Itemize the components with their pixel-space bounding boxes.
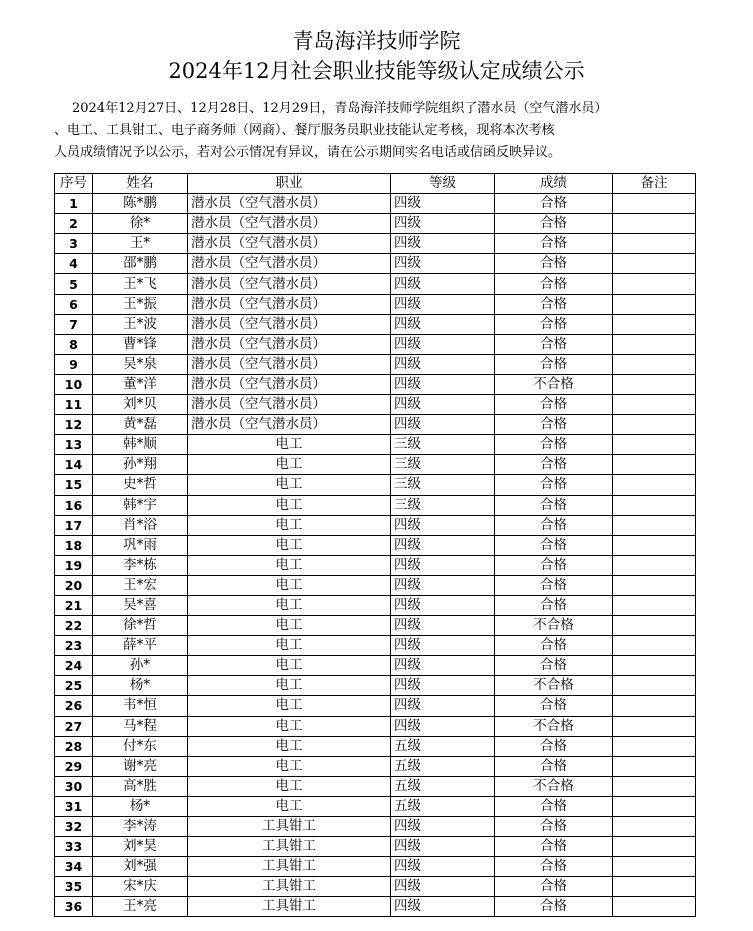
cell-result: 合格	[495, 877, 613, 897]
cell-note	[613, 575, 696, 595]
cell-level: 四级	[391, 616, 495, 636]
table-row	[55, 636, 696, 656]
header-name: 姓名	[93, 174, 188, 194]
table-row	[55, 274, 696, 294]
cell-note	[613, 857, 696, 877]
cell-note	[613, 495, 696, 515]
cell-level: 四级	[391, 857, 495, 877]
cell-occupation: 工具钳工	[188, 877, 391, 897]
table-row	[55, 756, 696, 776]
cell-level: 四级	[391, 274, 495, 294]
cell-name: 马*程	[93, 716, 188, 736]
cell-name: 陈*鹏	[93, 194, 188, 214]
cell-serial: 17	[55, 515, 93, 535]
cell-name: 王*飞	[93, 274, 188, 294]
cell-result: 合格	[495, 495, 613, 515]
cell-note	[613, 515, 696, 535]
cell-name: 吴*喜	[93, 595, 188, 615]
cell-serial: 8	[55, 334, 93, 354]
cell-name: 韦*恒	[93, 696, 188, 716]
cell-level: 四级	[391, 395, 495, 415]
cell-note	[613, 354, 696, 374]
cell-level: 五级	[391, 756, 495, 776]
document-title: 青岛海洋技师学院	[292, 29, 461, 53]
table-row	[55, 837, 696, 857]
cell-name: 高*胜	[93, 776, 188, 796]
cell-level: 四级	[391, 535, 495, 555]
cell-note	[613, 274, 696, 294]
cell-name: 王*亮	[93, 897, 188, 917]
cell-occupation: 电工	[188, 716, 391, 736]
cell-occupation: 电工	[188, 435, 391, 455]
cell-occupation: 潜水员（空气潜水员）	[188, 274, 391, 294]
header-note: 备注	[613, 174, 696, 194]
cell-serial: 29	[55, 756, 93, 776]
cell-result: 合格	[495, 636, 613, 656]
cell-name: 薛*平	[93, 636, 188, 656]
cell-result: 合格	[495, 234, 613, 254]
cell-occupation: 电工	[188, 495, 391, 515]
cell-name: 杨*	[93, 676, 188, 696]
cell-level: 四级	[391, 294, 495, 314]
cell-result: 合格	[495, 575, 613, 595]
cell-serial: 36	[55, 897, 93, 917]
cell-occupation: 电工	[188, 636, 391, 656]
cell-result: 合格	[495, 756, 613, 776]
cell-serial: 30	[55, 776, 93, 796]
cell-note	[613, 716, 696, 736]
cell-note	[613, 555, 696, 575]
cell-level: 五级	[391, 776, 495, 796]
cell-serial: 34	[55, 857, 93, 877]
cell-occupation: 电工	[188, 555, 391, 575]
table-row	[55, 495, 696, 515]
cell-result: 合格	[495, 897, 613, 917]
table-row	[55, 214, 696, 234]
cell-name: 吴*泉	[93, 354, 188, 374]
cell-level: 四级	[391, 636, 495, 656]
cell-note	[613, 374, 696, 394]
cell-name: 王*波	[93, 314, 188, 334]
cell-note	[613, 294, 696, 314]
intro-line-2: 、电工、工具钳工、电子商务师（网商）、餐厅服务员职业技能认定考核，现将本次考核	[54, 123, 555, 138]
cell-note	[613, 877, 696, 897]
cell-name: 巩*雨	[93, 535, 188, 555]
header-level: 等级	[391, 174, 495, 194]
cell-note	[613, 475, 696, 495]
cell-note	[613, 194, 696, 214]
cell-name: 杨*	[93, 796, 188, 816]
document-subtitle: 2024年12月社会职业技能等级认定成绩公示	[168, 59, 585, 83]
cell-level: 四级	[391, 515, 495, 535]
table-row	[55, 857, 696, 877]
cell-result: 合格	[495, 535, 613, 555]
cell-result: 合格	[495, 354, 613, 374]
cell-serial: 21	[55, 595, 93, 615]
cell-note	[613, 595, 696, 615]
cell-note	[613, 837, 696, 857]
cell-result: 合格	[495, 415, 613, 435]
cell-result: 不合格	[495, 676, 613, 696]
cell-name: 王*	[93, 234, 188, 254]
cell-result: 合格	[495, 736, 613, 756]
table-row	[55, 415, 696, 435]
cell-result: 合格	[495, 796, 613, 816]
cell-note	[613, 796, 696, 816]
cell-serial: 13	[55, 435, 93, 455]
cell-occupation: 潜水员（空气潜水员）	[188, 395, 391, 415]
table-row	[55, 254, 696, 274]
cell-level: 四级	[391, 314, 495, 334]
cell-occupation: 工具钳工	[188, 897, 391, 917]
cell-level: 四级	[391, 897, 495, 917]
cell-name: 王*宏	[93, 575, 188, 595]
cell-occupation: 电工	[188, 455, 391, 475]
cell-note	[613, 254, 696, 274]
table-row	[55, 716, 696, 736]
cell-occupation: 电工	[188, 656, 391, 676]
cell-level: 五级	[391, 796, 495, 816]
cell-note	[613, 616, 696, 636]
cell-result: 合格	[495, 294, 613, 314]
table-row	[55, 374, 696, 394]
cell-serial: 10	[55, 374, 93, 394]
cell-name: 董*洋	[93, 374, 188, 394]
cell-serial: 23	[55, 636, 93, 656]
table-row	[55, 776, 696, 796]
cell-result: 合格	[495, 395, 613, 415]
cell-note	[613, 334, 696, 354]
table-row	[55, 354, 696, 374]
cell-note	[613, 736, 696, 756]
cell-occupation: 工具钳工	[188, 837, 391, 857]
cell-level: 四级	[391, 696, 495, 716]
cell-level: 四级	[391, 374, 495, 394]
table-row	[55, 535, 696, 555]
cell-result: 合格	[495, 314, 613, 334]
table-row	[55, 595, 696, 615]
table-row	[55, 897, 696, 917]
cell-result: 合格	[495, 334, 613, 354]
table-row	[55, 475, 696, 495]
cell-occupation: 电工	[188, 575, 391, 595]
table-row	[55, 334, 696, 354]
cell-level: 三级	[391, 455, 495, 475]
cell-name: 肖*浴	[93, 515, 188, 535]
cell-note	[613, 897, 696, 917]
cell-note	[613, 696, 696, 716]
cell-note	[613, 656, 696, 676]
cell-level: 四级	[391, 817, 495, 837]
cell-level: 四级	[391, 354, 495, 374]
cell-name: 王*振	[93, 294, 188, 314]
cell-serial: 32	[55, 817, 93, 837]
cell-name: 刘*强	[93, 857, 188, 877]
table-row	[55, 796, 696, 816]
cell-name: 李*栋	[93, 555, 188, 575]
table-row	[55, 575, 696, 595]
cell-occupation: 工具钳工	[188, 857, 391, 877]
cell-level: 三级	[391, 475, 495, 495]
cell-result: 不合格	[495, 374, 613, 394]
cell-occupation: 电工	[188, 515, 391, 535]
cell-level: 四级	[391, 877, 495, 897]
cell-serial: 14	[55, 455, 93, 475]
cell-result: 不合格	[495, 716, 613, 736]
cell-level: 四级	[391, 194, 495, 214]
cell-result: 合格	[495, 595, 613, 615]
results-table	[54, 173, 696, 917]
cell-name: 徐*哲	[93, 616, 188, 636]
cell-level: 四级	[391, 214, 495, 234]
cell-serial: 11	[55, 395, 93, 415]
cell-level: 四级	[391, 415, 495, 435]
cell-level: 五级	[391, 736, 495, 756]
cell-serial: 19	[55, 555, 93, 575]
cell-result: 合格	[495, 857, 613, 877]
table-header-row	[55, 174, 696, 194]
cell-occupation: 潜水员（空气潜水员）	[188, 314, 391, 334]
cell-serial: 18	[55, 535, 93, 555]
cell-note	[613, 314, 696, 334]
cell-serial: 26	[55, 696, 93, 716]
cell-note	[613, 214, 696, 234]
table-row	[55, 194, 696, 214]
cell-note	[613, 395, 696, 415]
cell-serial: 33	[55, 837, 93, 857]
header-serial: 序号	[55, 174, 93, 194]
cell-result: 合格	[495, 696, 613, 716]
cell-level: 四级	[391, 334, 495, 354]
cell-note	[613, 535, 696, 555]
cell-occupation: 电工	[188, 736, 391, 756]
intro-line-1: 2024年12月27日、12月28日、12月29日，青岛海洋技师学院组织了潜水员（空气潜水员）	[72, 101, 608, 116]
cell-occupation: 潜水员（空气潜水员）	[188, 415, 391, 435]
cell-serial: 35	[55, 877, 93, 897]
cell-name: 宋*庆	[93, 877, 188, 897]
cell-result: 合格	[495, 515, 613, 535]
cell-serial: 31	[55, 796, 93, 816]
cell-serial: 1	[55, 194, 93, 214]
cell-serial: 5	[55, 274, 93, 294]
cell-result: 合格	[495, 656, 613, 676]
cell-occupation: 潜水员（空气潜水员）	[188, 194, 391, 214]
table-row	[55, 294, 696, 314]
cell-result: 不合格	[495, 616, 613, 636]
cell-name: 谢*亮	[93, 756, 188, 776]
cell-occupation: 潜水员（空气潜水员）	[188, 334, 391, 354]
cell-result: 合格	[495, 194, 613, 214]
table-row	[55, 515, 696, 535]
cell-level: 四级	[391, 716, 495, 736]
cell-serial: 24	[55, 656, 93, 676]
cell-serial: 4	[55, 254, 93, 274]
cell-level: 四级	[391, 676, 495, 696]
cell-occupation: 潜水员（空气潜水员）	[188, 214, 391, 234]
table-row	[55, 234, 696, 254]
cell-serial: 3	[55, 234, 93, 254]
cell-level: 四级	[391, 575, 495, 595]
cell-serial: 7	[55, 314, 93, 334]
cell-note	[613, 756, 696, 776]
table-row	[55, 455, 696, 475]
cell-result: 合格	[495, 214, 613, 234]
cell-name: 邵*鹏	[93, 254, 188, 274]
cell-name: 刘*贝	[93, 395, 188, 415]
cell-serial: 16	[55, 495, 93, 515]
cell-occupation: 电工	[188, 696, 391, 716]
cell-note	[613, 435, 696, 455]
cell-occupation: 电工	[188, 756, 391, 776]
intro-line-3: 人员成绩情况予以公示，若对公示情况有异议，请在公示期间实名电话或信函反映异议。	[54, 145, 562, 160]
cell-result: 合格	[495, 254, 613, 274]
cell-serial: 20	[55, 575, 93, 595]
cell-serial: 6	[55, 294, 93, 314]
cell-occupation: 电工	[188, 616, 391, 636]
cell-result: 不合格	[495, 776, 613, 796]
header-occupation: 职业	[188, 174, 391, 194]
cell-occupation: 电工	[188, 595, 391, 615]
cell-serial: 22	[55, 616, 93, 636]
header-result: 成绩	[495, 174, 613, 194]
cell-occupation: 潜水员（空气潜水员）	[188, 254, 391, 274]
cell-level: 四级	[391, 837, 495, 857]
cell-serial: 25	[55, 676, 93, 696]
cell-serial: 27	[55, 716, 93, 736]
cell-result: 合格	[495, 455, 613, 475]
table-row	[55, 676, 696, 696]
cell-note	[613, 636, 696, 656]
table-row	[55, 314, 696, 334]
cell-result: 合格	[495, 837, 613, 857]
cell-note	[613, 676, 696, 696]
cell-serial: 12	[55, 415, 93, 435]
cell-occupation: 电工	[188, 796, 391, 816]
table-row	[55, 555, 696, 575]
cell-name: 黄*磊	[93, 415, 188, 435]
table-row	[55, 736, 696, 756]
cell-note	[613, 817, 696, 837]
cell-level: 四级	[391, 656, 495, 676]
table-row	[55, 435, 696, 455]
cell-occupation: 电工	[188, 776, 391, 796]
table-row	[55, 877, 696, 897]
cell-occupation: 潜水员（空气潜水员）	[188, 354, 391, 374]
cell-name: 孙*	[93, 656, 188, 676]
cell-occupation: 电工	[188, 676, 391, 696]
cell-name: 刘*昊	[93, 837, 188, 857]
table-body	[55, 194, 696, 917]
cell-name: 韩*宇	[93, 495, 188, 515]
cell-level: 四级	[391, 234, 495, 254]
cell-occupation: 工具钳工	[188, 817, 391, 837]
cell-result: 合格	[495, 435, 613, 455]
cell-note	[613, 455, 696, 475]
table-row	[55, 395, 696, 415]
cell-serial: 28	[55, 736, 93, 756]
cell-level: 四级	[391, 555, 495, 575]
cell-note	[613, 415, 696, 435]
cell-serial: 2	[55, 214, 93, 234]
table-row	[55, 616, 696, 636]
cell-result: 合格	[495, 555, 613, 575]
cell-occupation: 电工	[188, 535, 391, 555]
cell-occupation: 潜水员（空气潜水员）	[188, 294, 391, 314]
cell-serial: 15	[55, 475, 93, 495]
cell-name: 史*哲	[93, 475, 188, 495]
cell-occupation: 潜水员（空气潜水员）	[188, 374, 391, 394]
cell-result: 合格	[495, 817, 613, 837]
cell-note	[613, 234, 696, 254]
cell-level: 四级	[391, 595, 495, 615]
table-row	[55, 656, 696, 676]
cell-name: 付*东	[93, 736, 188, 756]
table-row	[55, 696, 696, 716]
cell-name: 李*涛	[93, 817, 188, 837]
cell-level: 三级	[391, 435, 495, 455]
cell-name: 韩*顺	[93, 435, 188, 455]
cell-name: 徐*	[93, 214, 188, 234]
cell-result: 合格	[495, 274, 613, 294]
cell-serial: 9	[55, 354, 93, 374]
cell-occupation: 潜水员（空气潜水员）	[188, 234, 391, 254]
table-row	[55, 817, 696, 837]
cell-level: 三级	[391, 495, 495, 515]
cell-name: 孙*翔	[93, 455, 188, 475]
cell-occupation: 电工	[188, 475, 391, 495]
cell-result: 合格	[495, 475, 613, 495]
cell-name: 曹*锋	[93, 334, 188, 354]
cell-note	[613, 776, 696, 796]
cell-level: 四级	[391, 254, 495, 274]
